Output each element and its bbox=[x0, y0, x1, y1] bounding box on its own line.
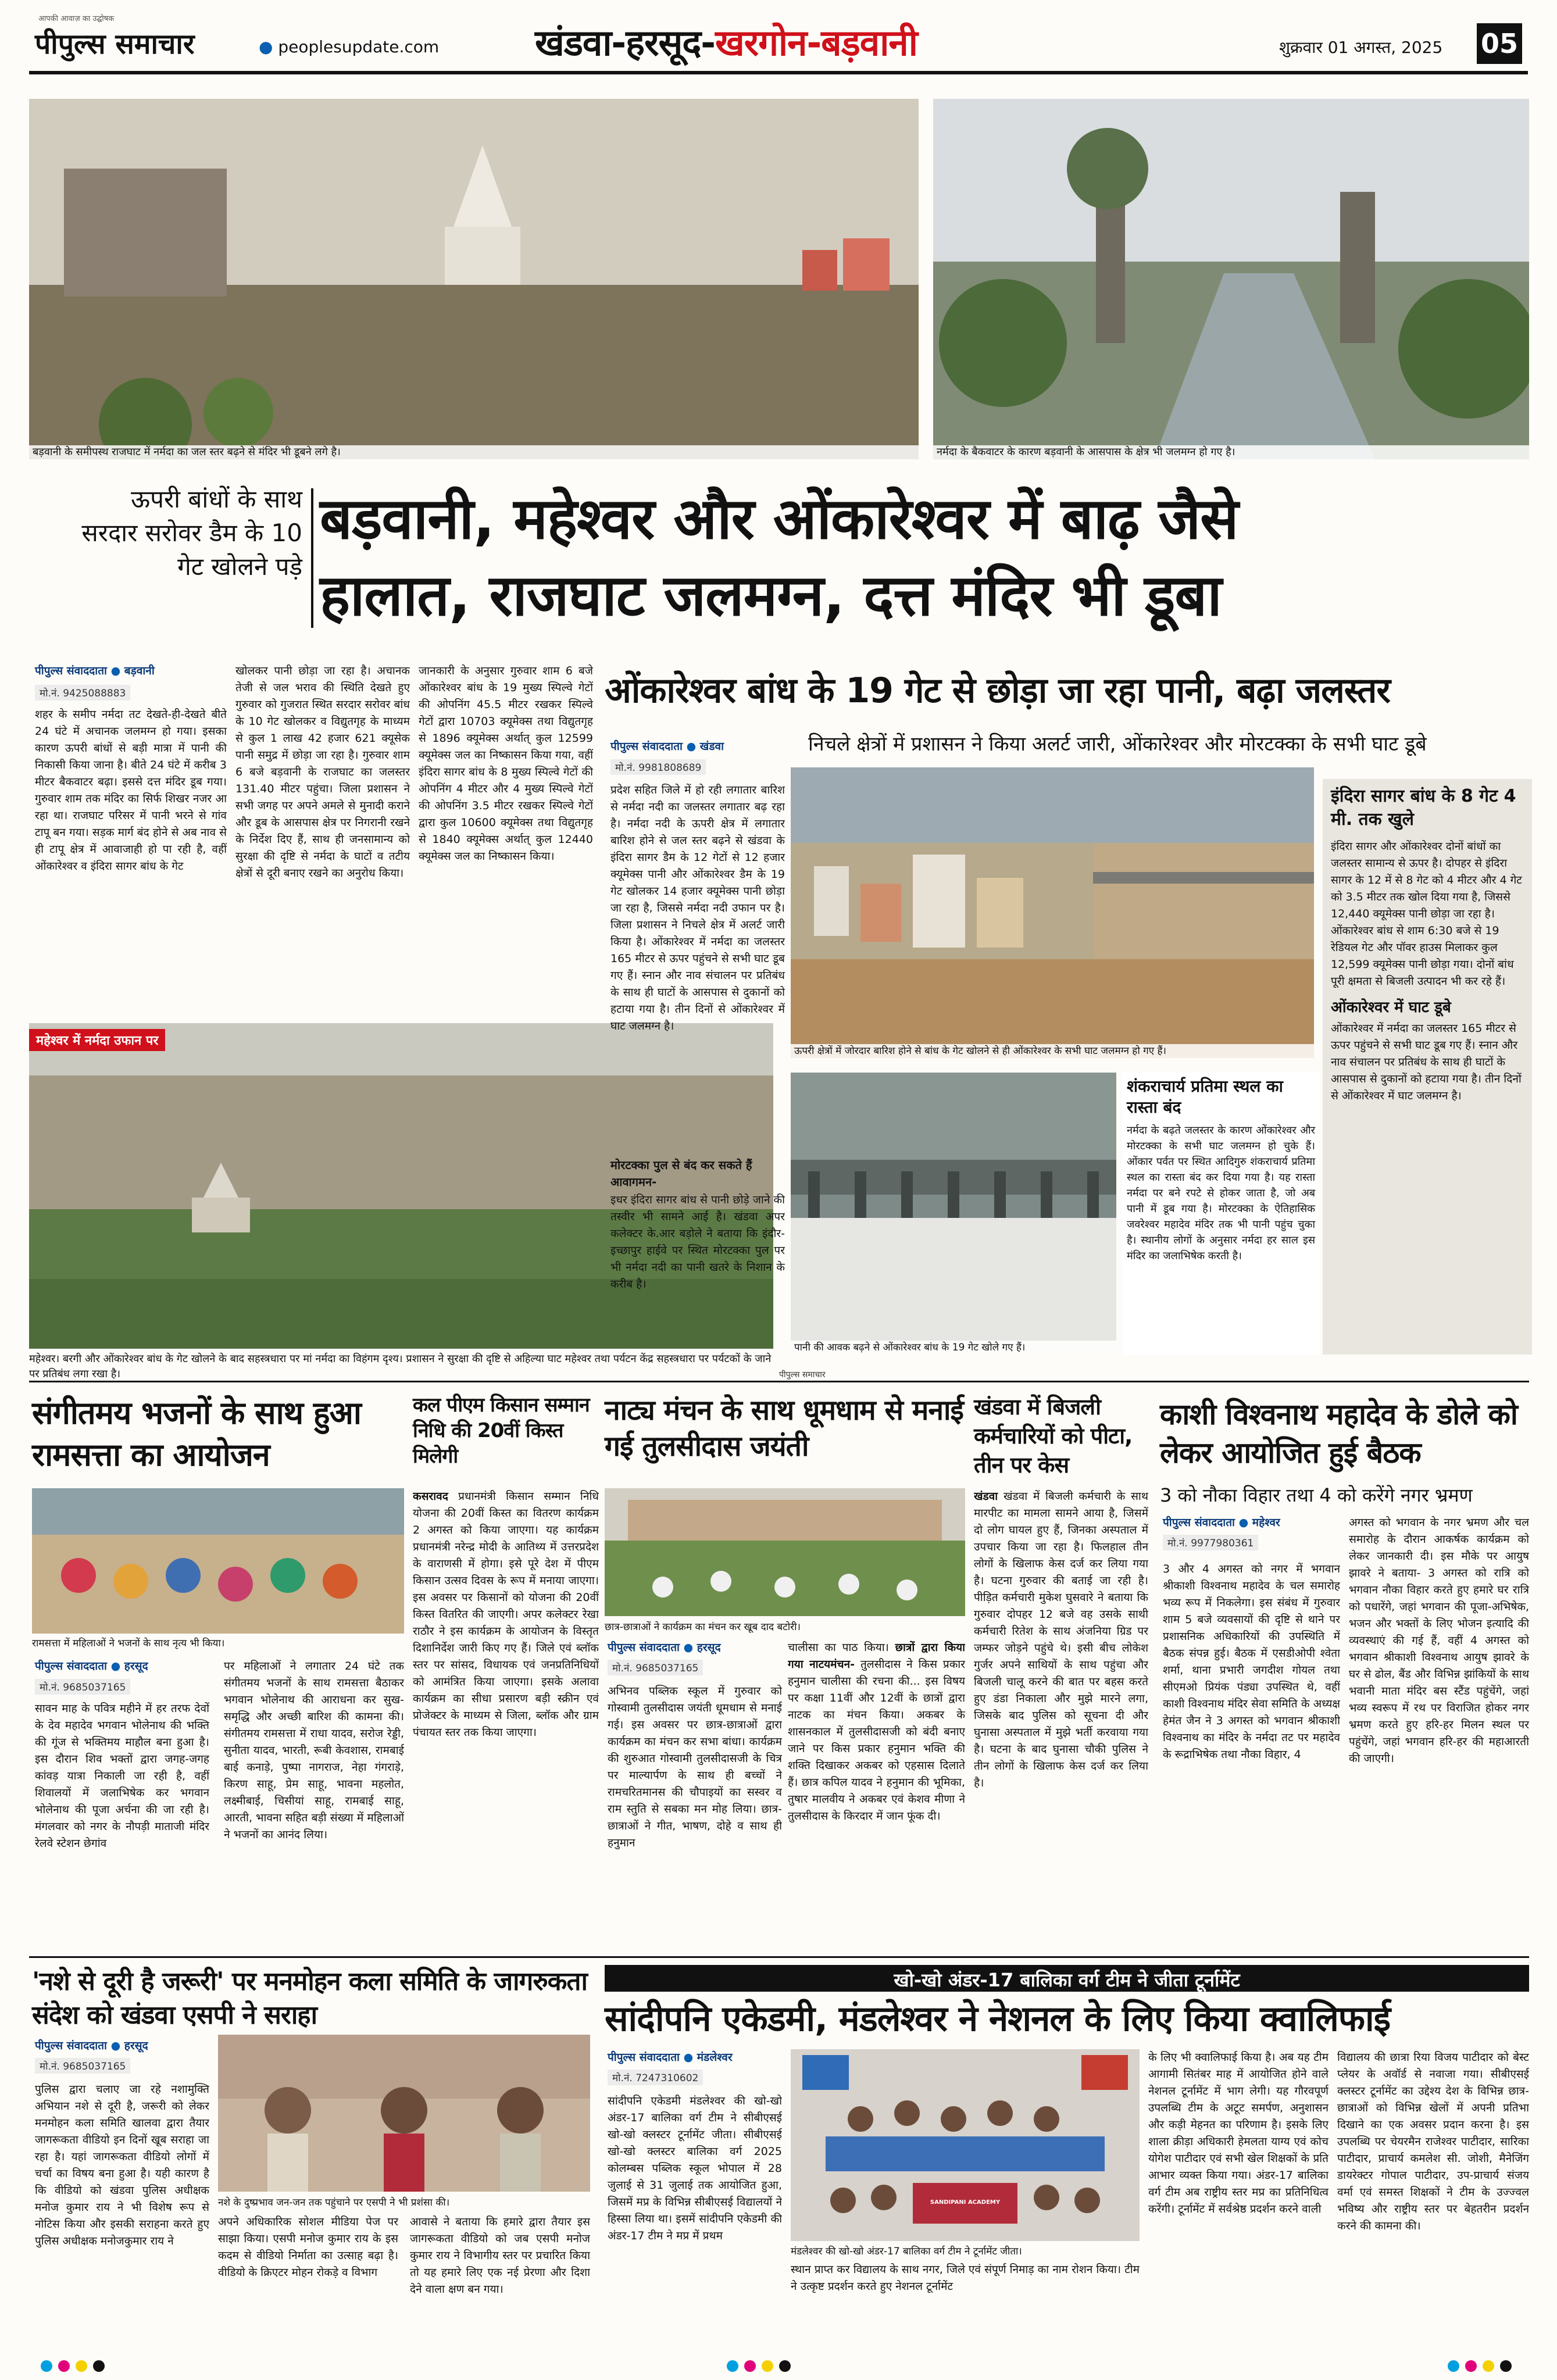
photo-tulsidas bbox=[605, 1488, 965, 1616]
omkareshwar-byline-place: खंडवा bbox=[699, 740, 724, 753]
tulsidas-col-1: अभिनव पब्लिक स्कूल में गुरुवार को गोस्वामी तुलसीदास जयंती धूमधाम से मनाई गई। इस अवसर पर छात्र-छात्राओं द्वारा कार्यक्रम का मंचन कर सभा बांधा। कार्यक्रम की शुरुआत गोस्वामी तुलसीदासजी के चित्र पर माल्यार्पण के साथ ही बच्चों ने रामचरितमानस की चौपाइयों का सस्वर व राम स्तुति से सबका मन मोह लिया। छात्र-छात्राओं ने गीत, भाषण, दोहे व साथ ही हनुमान bbox=[608, 1685, 782, 1849]
lead-byline-name: पीपुल्स संवाददाता bbox=[35, 664, 107, 677]
khokho-byline-name: पीपुल्स संवाददाता bbox=[608, 2051, 680, 2064]
section-rule-2 bbox=[29, 1956, 1529, 1958]
kashi-col-1: 3 और 4 अगस्त को नगर में भगवान श्रीकाशी विश्वनाथ महादेव के चल समारोह भव्य रूप में निकलेगा। इस संबंध में गुरुवार शाम 5 बजे व्यवसायों की दृष्टि से थाने पर प्रशासनिक अधिकारियों की उपस्थिति में बैठक संपन्न हुई। बैठक में एसडीओपी श्वेता शर्मा, थाना प्रभारी जगदीश गोयल तथा सीएमओ प्रियंक पंड्या उपस्थित थे, वहीं काशी विश्वनाथ मंदिर सेवा समिति के अध्यक्ष हेमंत जैन ने 3 अगस्त को भगवान श्रीकाशी विश्वनाथ का मंदिर के नर्मदा तट पर महादेव के रूद्राभिषेक तथा नौका विहार, 4 bbox=[1163, 1563, 1340, 1761]
nasha-mobile: मो.नं. 9685037165 bbox=[35, 2058, 130, 2074]
bullet-icon: ● bbox=[110, 2039, 121, 2052]
khandwa-power-place: खंडवा bbox=[974, 1490, 998, 1503]
photo-backwater-caption: नर्मदा के बैकवाटर के कारण बड़वानी के आसपास के क्षेत्र भी जलमग्न हो गए है। bbox=[933, 445, 1529, 459]
kashi-byline-place: महेश्वर bbox=[1252, 1516, 1280, 1529]
khokho-team-illustration bbox=[791, 2049, 1140, 2241]
omkareshwar-body: प्रदेश सहित जिले में हो रही लगातार बारिश से नर्मदा नदी का जलस्तर लगातार बढ़ रहा है। नर्मदा नदी के ऊपरी क्षेत्र में लगातार बारिश होने से जल स्तर बढ़ने से खंडवा के इंदिरा सागर डैम के 12 गेटों से 12 हजार क्यूमेक्स पानी और ओंकारेश्वर डैम के 19 गेट खोलकर 14 हजार क्यूमेक्स पानी छोड़ा जा रहा है, जिससे नर्मदा नदी उफान पर है। जिला प्रशासन ने निचले क्षेत्र में अलर्ट जारी किया है। ओंकारेश्वर में नर्मदा का जलस्तर 165 मीटर से ऊपर पहुंचने से सभी घाट डूब गए हैं। स्नान और नाव संचालन पर प्रतिबंध के साथ ही घाटों के आसपास से दुकानों को हटाया गया है। तीन दिनों से ओंकारेश्वर में घाट जलमग्न है। bbox=[610, 784, 785, 1032]
ramsatta-col-2: पर महिलाओं ने लगातार 24 घंटे तक संगीतमय भजनों के साथ रामसत्ता बैठाकर भगवान भोलेनाथ की आराधना कर सुख-समृद्धि और अच्छी बारिश की कामना की। संगीतमय रामसत्ता में राधा यादव, सरोज रेड्डी, सुनीता यादव, भारती, रूबी केवशास, रामबाई बाई कनाड़े, पुष्पा नागराज, नेहा गंगराड़े, किरण साहू, प्रेम साहू, भावना महलोत, लक्ष्मीबाई, चिसीयां साहू, रामबाई साहू, आरती, भावना सहित बड़ी संख्या में महिलाओं ने भजनों का आनंद लिया। bbox=[224, 1660, 404, 1841]
tulsidas-byline bbox=[608, 1639, 721, 1654]
lead-kicker-rule bbox=[311, 488, 313, 628]
section-title bbox=[535, 17, 917, 66]
globe-icon: ● bbox=[259, 37, 273, 56]
tulsidas-illustration bbox=[605, 1488, 965, 1616]
ramsatta-mobile: मो.नं. 9685037165 bbox=[35, 1679, 130, 1695]
paper-tagline: आपकी आवाज़ का उद्घोषक bbox=[38, 15, 115, 23]
lead-headline-2: हालात, राजघाट जलमग्न, दत्त मंदिर भी डूबा bbox=[320, 563, 1222, 629]
pmkisan-place: कसरावद bbox=[413, 1490, 448, 1503]
kashi-col-2: अगस्त को भगवान के नगर भ्रमण और चल समारोह के दौरान आकर्षक कार्यक्रम को लेकर जानकारी दी। इस मौके पर आयुष झावरे ने बताया- 3 अगस्त को रात्रि को भगवान नौका विहार करते हुए हमारे घर रात्रि को पधारेंगे, जहां भगवान की पूजा-अभिषेक, भजन और भक्तों के लिए भोजन इत्यादि की व्यवस्थाएं की गई हैं, वहीं 4 अगस्त को भगवान श्रीकाशी विश्वनाथ आयुष झावरे के घर से ढोल, बैंड और विभिन्न झांकियों के साथ भवानी माता मंदिर बस स्टैंड पहुंचेंगे, जहां भव्य स्वरूप में रथ पर विराजित होकर नगर भ्रमण करते हुए हरि-हर मिलन स्थल पर पहुंचेंगे, जहां भगवान हरि-हर की महाआरती की जाएगी। bbox=[1349, 1516, 1529, 1765]
photo-khokho-team bbox=[791, 2049, 1140, 2241]
ramsatta-illustration bbox=[32, 1488, 404, 1634]
lead-col-2: खोलकर पानी छोड़ा जा रहा है। अचानक तेजी से जल भराव की स्थिति देखते हुए गुरुवार को गुजरात स्थित सरदार सरोवर बांध के 10 गेट खोलकर व विद्युतगृह के माध्यम से कुल 1 लाख 42 हजार 621 क्यूसेक पानी समुद्र में छोड़ा जा रहा है। गुरुवार शाम 6 बजे बड़वानी के राजघाट का जलस्तर 131.40 मीटर पहुंचा। जिला प्रशासन ने सभी जगह पर अपने अमले से मुनादी कराने और डूब के आसपास क्षेत्र पर निगरानी रखने के निर्देश दिए हैं, साथ ही जनसामान्य को सुरक्षा की दृष्टि से नर्मदा के घाटों व तटीय क्षेत्रों से दूरी बनाए रखने का अनुरोध किया। bbox=[235, 664, 410, 880]
bullet-icon: ● bbox=[110, 664, 121, 677]
omkareshwar-mobile: मो.नं. 9981808689 bbox=[610, 759, 706, 775]
maheshwar-credit: पीपुल्स समाचार bbox=[779, 1370, 826, 1380]
khokho-kicker: खो-खो अंडर-17 बालिका वर्ग टीम ने जीता टूर्नामेंट bbox=[894, 1969, 1240, 1991]
khokho-col-1: सांदीपनि एकेडमी मंडलेश्वर की खो-खो अंडर-17 बालिका वर्ग टीम ने सीबीएसई खो-खो क्लस्टर टूर्नामेंट जीता। सीबीएसई खो-खो क्लस्टर बालिका वर्ग 2025 कोलम्बस पब्लिक स्कूल भोपाल में 28 जुलाई से 31 जुलाई तक आयोजित हुआ, जिसमें मप्र के विभिन्न सीबीएसई विद्यालयों ने हिस्सा लिया था। इसमें सांदीपनि एकेडमी की अंडर-17 टीम ने मप्र में प्रथम bbox=[608, 2095, 782, 2242]
ramsatta-headline: संगीतमय भजनों के साथ हुआ रामसत्ता का आयोजन bbox=[32, 1395, 361, 1473]
kashi-subhead: 3 को नौका विहार तथा 4 को करेंगे नगर भ्रमण bbox=[1160, 1484, 1473, 1506]
section-title-right: खरगोन-बड़वानी bbox=[715, 22, 917, 64]
tulsidas-mobile: मो.नं. 9685037165 bbox=[608, 1660, 703, 1675]
kashi-byline-name: पीपुल्स संवाददाता bbox=[1163, 1516, 1235, 1529]
tulsidas-col-2-wrap bbox=[788, 1639, 965, 1945]
ramsatta-col-1: सावन माह के पवित्र महीने में हर तरफ देवों के देव महादेव भगवान भोलेनाथ की भक्ति की गूंज से भक्तिमय माहौल बना हुआ है। इस दौरान शिव भक्तों द्वारा जगह-जगह कांवड़ यात्रा निकाली जा रही है, वहीं शिवालयों में जलाभिषेक कर भगवान भोलेनाथ की पूजा अर्चना की जा रही है। मंगलवार को नगर के नौपड़ी माताजी मंदिर रेलवे स्टेशन छेगांव bbox=[35, 1702, 209, 1850]
kashi-headline: काशी विश्वनाथ महादेव के डोले को लेकर आयोजित हुई बैठक bbox=[1160, 1398, 1517, 1470]
photo-ramsatta bbox=[32, 1488, 404, 1634]
ramsatta-byline bbox=[35, 1658, 148, 1673]
bullet-icon: ● bbox=[683, 2051, 694, 2064]
section-title-left: खंडवा-हरसूद- bbox=[535, 22, 715, 64]
nasha-col-1: पुलिस द्वारा चलाए जा रहे नशामुक्ति अभियान नशे से दूरी है, जरूरी को लेकर मनमोहन कला समिति खालवा द्वारा तैयार जागरूकता वीडियो इन दिनों खूब सराहा जा रहा है। यहां जागरूकता वीडियो लोगों में चर्चा का विषय बना हुआ है। यही कारण है कि वीडियो को खंडवा पुलिस अधीक्षक मनोज कुमार राय ने भी विशेष रूप से नोटिस किया और इसकी सराहना करते हुए पुलिस अधीक्षक मनोजकुमार राय ने bbox=[35, 2083, 209, 2247]
flood-temple-illustration bbox=[29, 99, 919, 459]
section-rule-1 bbox=[29, 1381, 1529, 1382]
khokho-byline-place: मंडलेश्वर bbox=[697, 2051, 733, 2064]
sidebar-indira-body: इंदिरा सागर और ओंकारेश्वर दोनों बांधों का जलस्तर सामान्य से ऊपर है। दोपहर से इंदिरा सागर के 12 में से 8 गेट को 4 मीटर और 4 गेट को 3.5 मीटर तक खोल दिया गया है, जिससे 12,440 क्यूमेक्स पानी छोड़ा जा रहा है। ओंकारेश्वर बांध से शाम 6:30 बजे से 19 रेडियल गेट और पॉवर हाउस मिलाकर कुल 12,599 क्यूमेक्स पानी छोड़ा गया। दोनों बांध पूरी क्षमता से बिजली उत्पादन भी कर रहे हैं। bbox=[1331, 840, 1522, 988]
khandwa-power-body-wrap bbox=[974, 1488, 1148, 1945]
lead-col-1: शहर के समीप नर्मदा तट देखते-ही-देखते बीते 24 घंटे में अचानक जलमग्न हो गया। इसका कारण ऊपरी बांधों से बड़ी मात्रा में पानी की निकासी किया जाना है। बीते 24 घंटे में करीब 3 मीटर बैकवाटर बढ़ा। इससे दत्त मंदिर डूब गया। गुरुवार शाम तक मंदिर का सिर्फ शिखर नजर आ रहा था। राजघाट परिसर में पानी भरने से गांव टापू बन गया। सड़क मार्ग बंद होने से अब नाव से ही टापू क्षेत्र में आवाजाही हो पा रही है, वहीं ओंकारेश्वर व इंदिरा सागर बांध के गेट bbox=[35, 708, 227, 873]
kashi-mobile: मो.नं. 9977980361 bbox=[1163, 1535, 1258, 1550]
website-link[interactable]: peoplesupdate.com bbox=[278, 37, 440, 56]
tulsidas-byline-name: पीपुल्स संवाददाता bbox=[608, 1641, 680, 1654]
photo-rajghat-temple bbox=[29, 99, 919, 459]
omkareshwar-headline: ओंकारेश्वर बांध के 19 गेट से छोड़ा जा रहा पानी, बढ़ा जलस्तर bbox=[605, 670, 1390, 711]
dam-gates-illustration bbox=[791, 1073, 1116, 1355]
shankaracharya-title: शंकराचार्य प्रतिमा स्थल का रास्ता बंद bbox=[1127, 1077, 1283, 1117]
omkareshwar-byline bbox=[610, 738, 724, 753]
tulsidas-col-2: तुलसीदास ने किस प्रकार हनुमान चालीसा की रचना की... इस विषय पर कक्षा 11वीं और 12वीं के छात्रों द्वारा नाटक का मंचन किया। अकबर के शासनकाल में तुलसीदासजी को बंदी बनाए जाने पर किस प्रकार हनुमान भक्ति की शक्ति दिखाकर अकबर को एहसास दिलाते हैं। छात्र कपिल यादव ने हनुमान की भूमिका, तुषार मालवीय ने अकबर एवं केशव मीणा ने तुलसीदास के किरदार में जान फूंक दी। bbox=[788, 1658, 965, 1822]
bullet-icon: ● bbox=[683, 1641, 694, 1654]
issue-date: शुक्रवार 01 अगस्त, 2025 bbox=[1279, 38, 1443, 57]
sidebar-indira bbox=[1323, 779, 1532, 1355]
khokho-under-photo: स्थान प्राप्त कर विद्यालय के साथ नगर, जिले एवं संपूर्ण निमाड़ का नाम रोशन किया। टीम ने उत्कृष्ट प्रदर्शन करते हुए नेशनल टूर्नामेंट bbox=[791, 2263, 1140, 2293]
khokho-headline: सांदीपनि एकेडमी, मंडलेश्वर ने नेशनल के लिए किया क्वालिफाई bbox=[605, 1999, 1391, 2039]
khokho-banner: SANDIPANI ACADEMY bbox=[930, 2199, 1001, 2206]
sidebar-omkareshwar-body: ओंकारेश्वर में नर्मदा का जलस्तर 165 मीटर से ऊपर पहुंचने से सभी घाट डूब गए हैं। स्नान और नाव संचालन पर प्रतिबंध के साथ ही घाटों के आसपास से दुकानों को हटाया गया है। तीन दिनों से ओंकारेश्वर में घाट जलमग्न है। bbox=[1331, 1022, 1522, 1102]
khokho-mobile: मो.नं. 7247310602 bbox=[608, 2070, 703, 2085]
page-number: 05 bbox=[1477, 23, 1522, 64]
tulsidas-caption: छात्र-छात्राओं ने कार्यक्रम का मंचन कर खूब दाद बटोरी। bbox=[605, 1621, 801, 1633]
nasha-col-2: अपने अधिकारिक सोशल मीडिया पेज पर साझा किया। एसपी मनोज कुमार राय के इस कदम से वीडियो निर्माता का उत्साह बढ़ा है। वीडियो के क्रिएटर मोहन रोकड़े व विभाग bbox=[218, 2215, 398, 2279]
photo-backwater-road bbox=[933, 99, 1529, 459]
photo-nasha bbox=[218, 2035, 590, 2192]
cmyk-marks bbox=[0, 2349, 1557, 2380]
shankaracharya-body: नर्मदा के बढ़ते जलस्तर के कारण ओंकारेश्वर और मोरटक्का के सभी घाट जलमग्न हो चुके हैं। ओंकार पर्वत पर स्थित आदिगुरु शंकराचार्य प्रतिमा स्थल का रास्ता बंद कर दिया गया है। यह रास्ता नर्मदा पर बने रपटे से होकर जाता है, जो अब पानी में डूब गया है। मोरटक्का के ऐतिहासिक जवरेश्वर महादेव मंदिर तक भी पानी पहुंच चुका है। स्थानीय लोगों के अनुसार नर्मदा हर साल इस मंदिर का जलाभिषेक करती है। bbox=[1127, 1124, 1315, 1262]
lead-mobile: मो.नं. 9425088883 bbox=[35, 685, 130, 701]
shankaracharya-box bbox=[1122, 1073, 1320, 1355]
omkareshwar-ghats-illustration bbox=[791, 767, 1314, 1058]
photo-rajghat-caption: बड़वानी के समीपस्थ राजघाट में नर्मदा का जल स्तर बढ़ने से मंदिर भी डूबने लगे है। bbox=[29, 445, 919, 459]
bullet-icon: ● bbox=[1238, 1516, 1249, 1529]
kashi-byline bbox=[1163, 1514, 1280, 1530]
ramsatta-byline-name: पीपुल्स संवाददाता bbox=[35, 1660, 107, 1673]
tulsidas-col-2-sub: छात्रों द्वारा किया गया नाटयमंचन- bbox=[788, 1641, 965, 1671]
pmkisan-body: प्रधानमंत्री किसान सम्मान निधि योजना की 20वीं किस्त का वितरण कार्यक्रम 2 अगस्त को किया जाएगा। यह कार्यक्रम प्रधानमंत्री नरेन्द्र मोदी के आतिथ्य में उत्तरप्रदेश के वाराणसी में होगा। इसे पूरे देश में पीएम किसान उत्सव दिवस के रूप में मनाया जाएगा। इस अवसर पर किसानों को योजना की 20वीं किस्त वितरित की जाएगी। अपर कलेक्टर रेखा राठौर ने इस कार्यक्रम के आयोजन के विस्तृत दिशानिर्देश जारी किए गए हैं। जिले एवं ब्लॉक स्तर पर सांसद, विधायक एवं जनप्रतिनिधियों को आमंत्रित किया जाएगा। इसके अलावा कार्यक्रम का सीधा प्रसारण बड़ी स्क्रीन एवं प्रोजेक्टर के माध्यम से जिला, ब्लॉक और ग्राम पंचायत स्तर तक किया जाएगा। bbox=[413, 1490, 599, 1739]
khandwa-power-headline: खंडवा में बिजली कर्मचारियों को पीटा, तीन पर केस bbox=[974, 1394, 1133, 1478]
registration-marks bbox=[0, 2349, 1557, 2380]
photo-omkareshwar-dam bbox=[791, 1073, 1116, 1355]
pmkisan-body-wrap bbox=[413, 1488, 599, 1942]
masthead bbox=[0, 0, 1557, 70]
tulsidas-headline: नाट्य मंचन के साथ धूमधाम से मनाई गई तुलसीदास जयंती bbox=[605, 1394, 963, 1463]
maheshwar-tag: महेश्वर में नर्मदा उफान पर bbox=[29, 1029, 165, 1051]
ramsatta-byline-place: हरसूद bbox=[124, 1660, 148, 1673]
paper-name: पीपुल्स समाचार bbox=[35, 28, 195, 60]
lead-col-3: जानकारी के अनुसार गुरुवार शाम 6 बजे ओंकारेश्वर बांध के 19 मुख्य स्पिल्वे गेटों की ओपनिंग 45.5 मीटर रखकर स्पिल्वे गेटों द्वारा 10703 क्यूमेक्स तथा विद्युतगृह से 1896 क्यूमेक्स अर्थात् कुल 12599 क्यूमेक्स जल का निष्कासन किया गया, वहीं इंदिरा सागर बांध के 8 मुख्य स्पिल्वे गेटों की ओपनिंग 4 मीटर और 4 मुख्य स्पिल्वे गेटों की ओपनिंग 3.5 मीटर रखकर स्पिल्वे गेटों द्वारा कुल 10600 क्यूमेक्स तथा विद्युतगृह से 1840 क्यूमेक्स अर्थात् कुल 12440 क्यूमेक्स जल का निष्कासन किया। bbox=[419, 664, 593, 863]
backwater-road-illustration bbox=[933, 99, 1529, 459]
nasha-illustration bbox=[218, 2035, 590, 2192]
sidebar-indira-title: इंदिरा सागर बांध के 8 गेट 4 मी. तक खुले bbox=[1331, 786, 1516, 830]
lead-byline bbox=[35, 663, 155, 678]
ramsatta-caption: रामसत्ता में महिलाओं ने भजनों के साथ नृत्य भी किया। bbox=[32, 1638, 225, 1649]
khokho-caption: मंडलेश्वर की खो-खो अंडर-17 बालिका वर्ग टीम ने टूर्नामेंट जीता। bbox=[791, 2246, 1022, 2257]
lead-headline-1: बड़वानी, महेश्वर और ओंकारेश्वर में बाढ़ जैसे bbox=[320, 486, 1238, 552]
morataka-body: इधर इंदिरा सागर बांध से पानी छोड़े जाने की तस्वीर भी सामने आई है। खंडवा अपर कलेक्टर के.आर बड़ोले ने बताया कि इंदौर-इच्छापुर हाईवे पर स्थित मोरटक्का पुल पर भी नर्मदा नदी का पानी खतरे के निशान के करीब है। bbox=[610, 1193, 785, 1291]
nasha-byline bbox=[35, 2038, 148, 2053]
bullet-icon: ● bbox=[110, 1660, 121, 1673]
nasha-col-3: आवासे ने बताया कि हमारे द्वारा तैयार इस जागरूकता वीडियो को जब एसपी मनोज कुमार राय ने विभागीय स्तर पर प्रचारित किया तो यह हमारे लिए एक नई प्रेरणा और दिशा देने वाला क्षण बन गया। bbox=[410, 2215, 590, 2296]
photo-omkareshwar-ghats bbox=[791, 767, 1314, 1058]
omkareshwar-subhead: निचले क्षेत्रों में प्रशासन ने किया अलर्ट जारी, ओंकारेश्वर और मोरटक्का के सभी घाट डूबे bbox=[808, 732, 1427, 756]
nasha-headline: 'नशे से दूरी है जरूरी' पर मनमोहन कला समिति के जागरुकता संदेश को खंडवा एसपी ने सराहा bbox=[32, 1967, 587, 2030]
pmkisan-headline: कल पीएम किसान सम्मान निधि की 20वीं किस्त मिलेगी bbox=[413, 1393, 590, 1468]
omkareshwar-byline-name: पीपुल्स संवाददाता bbox=[610, 740, 683, 753]
nasha-byline-name: पीपुल्स संवाददाता bbox=[35, 2039, 107, 2052]
khokho-col-2: के लिए भी क्वालिफाई किया है। अब यह टीम आगामी सितंबर माह में आयोजित होने वाले नेशनल टूर्नामेंट में भाग लेगी। यह गौरवपूर्ण उपलब्धि टीम के अटूट समर्पण, अनुशासन और कड़ी मेहनत का परिणाम है। इसके लिए शाला क्रीड़ा अधिकारी हेमलता याग्य एवं कोच योगेश पाटीदार एवं सभी खेल शिक्षकों के प्रति आभार व्यक्त किया गया। अंडर-17 बालिका वर्ग टीम अब राष्ट्रीय स्तर मप्र का प्रतिनिधित्व करेंगी। टूर्नामेंट में सर्वश्रेष्ठ प्रदर्शन करने वाली bbox=[1148, 2051, 1329, 2215]
dam-caption: पानी की आवक बढ़ने से ओंकारेश्वर बांध के 19 गेट खोले गए हैं। bbox=[791, 1341, 1116, 1355]
khandwa-power-body: खंडवा में बिजली कर्मचारी के साथ मारपीट का मामला सामने आया है, जिसमें दो लोग घायल हुए हैं, जिनका अस्पताल में उपचार किया जा रहा है। फिलहाल तीन लोगों के खिलाफ केस दर्ज कर लिया गया है। घटना गुरुवार की बताई जा रही है। पीड़ित कर्मचारी मुकेश घुसवारे ने बताया कि गुरुवार दोपहर 12 बजे वह उसके साथी कर्मचारी रितेश के साथ अंजनिया ग्रिड पर जम्फर जोड़ने पहुंचे थे। इसी बीच लोकेश गुर्जर अपने साथियों के साथ पहुंचा और बिजली चालू करने की बात पर बहस करते हुए डंडा निकाला और मुझे मारने लगा, जिसके बाद पुलिस को सूचना दी और घुनासा अस्पताल में मुझे भर्ती करवाया गया है। घटना के बाद घुनासा चौकी पुलिस ने तीन लोगों के खिलाफ केस दर्ज कर लिया है। bbox=[974, 1490, 1148, 1789]
lead-byline-place: बड़वानी bbox=[124, 664, 155, 677]
nasha-caption: नशे के दुष्प्रभाव जन-जन तक पहुंचाने पर एसपी ने भी प्रशंसा की। bbox=[218, 2197, 450, 2209]
website[interactable] bbox=[259, 37, 439, 56]
sidebar-omkareshwar-title: ओंकारेश्वर में घाट डूबे bbox=[1331, 999, 1451, 1016]
khokho-byline bbox=[608, 2049, 733, 2064]
morataka-subhead: मोरटक्का पुल से बंद कर सकते हैं आवागमन- bbox=[610, 1158, 752, 1189]
tulsidas-byline-place: हरसूद bbox=[697, 1641, 721, 1654]
bullet-icon: ● bbox=[686, 740, 697, 753]
maheshwar-caption: महेश्वर। बरगी और ओंकारेश्वर बांध के गेट खोलने के बाद सहस्त्रधारा पर मां नर्मदा का विहंगम दृश्य। प्रशासन ने सुरक्षा की दृष्टि से अहिल्या घाट महेश्वर तथा पर्यटन केंद्र सहस्त्रधारा पर पर्यटकों के जाने पर प्रतिबंध लगा रखा है। bbox=[29, 1353, 772, 1380]
masthead-rule bbox=[29, 71, 1528, 74]
paper-logo bbox=[35, 24, 194, 62]
khokho-col-3: विद्यालय की छात्रा रिया विजय पाटीदार को बेस्ट प्लेयर के अवॉर्ड से नवाजा गया। सीबीएसई क्लस्टर टूर्नामेंट का उद्देश्य देश के विभिन्न छात्र-छात्राओं को विभिन्न खेलों में अपनी प्रतिभा दिखाने का एक अवसर प्रदान करना है। इस उपलब्धि पर चेयरमैन राजेश्वर पाटीदार, सारिका पाटीदार, प्राचार्य कमलेश सी. जोशी, मैनेजिंग डायरेक्टर गोपाल पाटीदार, उप-प्राचार्य संजय वर्मा एवं समस्त शिक्षकों ने टीम के उज्ज्वल भविष्य और राष्ट्रीय स्तर पर बेहतरीन प्रदर्शन करने की कामना की। bbox=[1337, 2051, 1529, 2232]
omkareshwar-ghats-caption: ऊपरी क्षेत्रों में जोरदार बारिश होने से बांध के गेट खोलने से ही ओंकारेश्वर के सभी घाट जलमग्न हो गए हैं। bbox=[791, 1044, 1314, 1058]
tulsidas-col-2-lead: चालीसा का पाठ किया। bbox=[788, 1641, 889, 1654]
nasha-byline-place: हरसूद bbox=[124, 2039, 148, 2052]
lead-kicker: ऊपरी बांधों के साथ सरदार सरोवर डैम के 10 गेट खोलने पड़े bbox=[81, 485, 302, 581]
